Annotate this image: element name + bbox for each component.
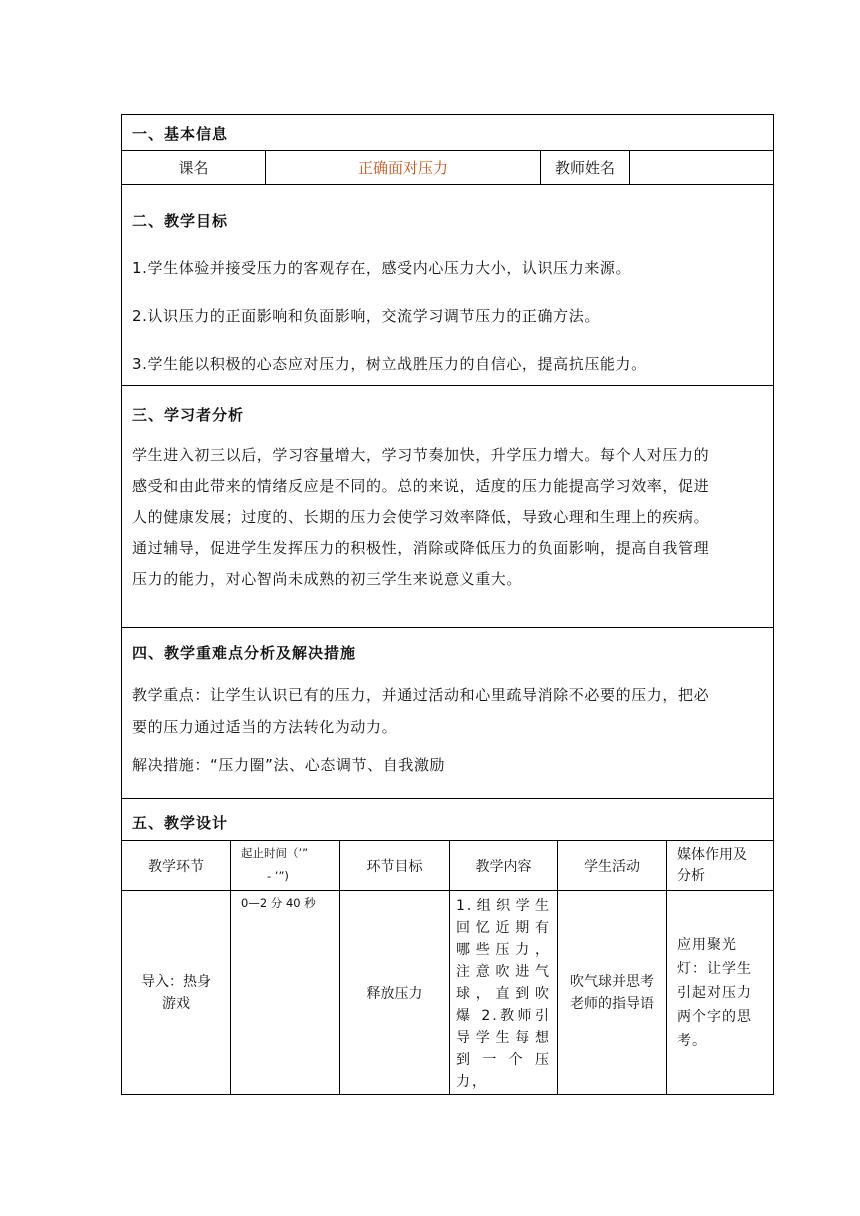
row-time-text: 0—2 分 40 秒 bbox=[241, 896, 316, 910]
header-stage: 教学环节 bbox=[122, 841, 231, 890]
goal-item: 3.学生能以积极的心态应对压力，树立战胜压力的自信心，提高抗压能力。 bbox=[132, 355, 647, 373]
teacher-label: 教师姓名 bbox=[541, 151, 630, 184]
row-goal: 释放压力 bbox=[340, 891, 450, 1094]
section-learner-analysis bbox=[122, 386, 773, 628]
analysis-line: 学生进入初三以后，学习容量增大，学习节奏加快，升学压力增大。每个人对压力的 bbox=[132, 446, 710, 464]
section-heading: 一、基本信息 bbox=[132, 125, 229, 143]
teacher-name bbox=[630, 151, 773, 184]
header-media-line2: 分析 bbox=[677, 868, 705, 884]
header-time bbox=[231, 841, 340, 890]
header-time-line2: - ’”) bbox=[267, 869, 289, 883]
course-label: 课名 bbox=[122, 151, 266, 184]
header-media-line1: 媒体作用及 bbox=[677, 847, 747, 863]
header-goal: 环节目标 bbox=[340, 841, 450, 890]
section-key-points bbox=[122, 628, 773, 799]
section-heading: 四、教学重难点分析及解决措施 bbox=[132, 644, 357, 662]
header-media bbox=[667, 841, 773, 890]
header-activity: 学生活动 bbox=[558, 841, 667, 890]
row-content bbox=[450, 891, 558, 1094]
analysis-line: 通过辅导，促进学生发挥压力的积极性，消除或降低压力的负面影响，提高自我管理 bbox=[132, 539, 710, 557]
section-heading: 三、学习者分析 bbox=[132, 406, 245, 424]
analysis-line: 人的健康发展；过度的、长期的压力会使学习效率降低，导致心理和生理上的疾病。 bbox=[132, 508, 710, 526]
basic-info-row bbox=[122, 151, 773, 185]
row-stage: 导入：热身游戏 bbox=[122, 891, 231, 1094]
course-name: 正确面对压力 bbox=[266, 151, 541, 184]
header-time-line1: 起止时间（’” bbox=[241, 846, 309, 860]
row-content-text: 1.组织学生回忆近期有哪些压力，注意吹进气球，直到吹爆 2.教师引导学生每想到一个压力， bbox=[456, 898, 551, 1090]
section-heading: 五、教学设计 bbox=[132, 814, 229, 832]
analysis-line: 感受和由此带来的情绪反应是不同的。总的来说，适度的压力能提高学习效率，促进 bbox=[132, 477, 710, 495]
lesson-plan-document bbox=[121, 114, 774, 1095]
analysis-line: 压力的能力，对心智尚未成熟的初三学生来说意义重大。 bbox=[132, 570, 523, 588]
section-basic-info bbox=[122, 115, 773, 151]
design-table-header bbox=[122, 841, 773, 891]
row-activity: 吹气球并思考老师的指导语 bbox=[558, 891, 667, 1094]
solution-line: 解决措施：“压力圈”法、心态调节、自我激励 bbox=[132, 756, 446, 774]
row-media: 应用聚光灯：让学生引起对压力两个字的思考。 bbox=[677, 936, 752, 1049]
design-table-row bbox=[122, 891, 773, 1094]
header-content: 教学内容 bbox=[450, 841, 558, 890]
section-teaching-design bbox=[122, 799, 773, 841]
goal-item: 2.认识压力的正面影响和负面影响，交流学习调节压力的正确方法。 bbox=[132, 307, 600, 325]
key-point-line: 教学重点：让学生认识已有的压力，并通过活动和心里疏导消除不必要的压力，把必 bbox=[132, 686, 710, 704]
section-heading: 二、教学目标 bbox=[132, 212, 229, 230]
row-time bbox=[231, 891, 340, 1094]
key-point-line: 要的压力通过适当的方法转化为动力。 bbox=[132, 718, 398, 736]
section-teaching-goals bbox=[122, 185, 773, 386]
goal-item: 1.学生体验并接受压力的客观存在，感受内心压力大小，认识压力来源。 bbox=[132, 259, 632, 277]
